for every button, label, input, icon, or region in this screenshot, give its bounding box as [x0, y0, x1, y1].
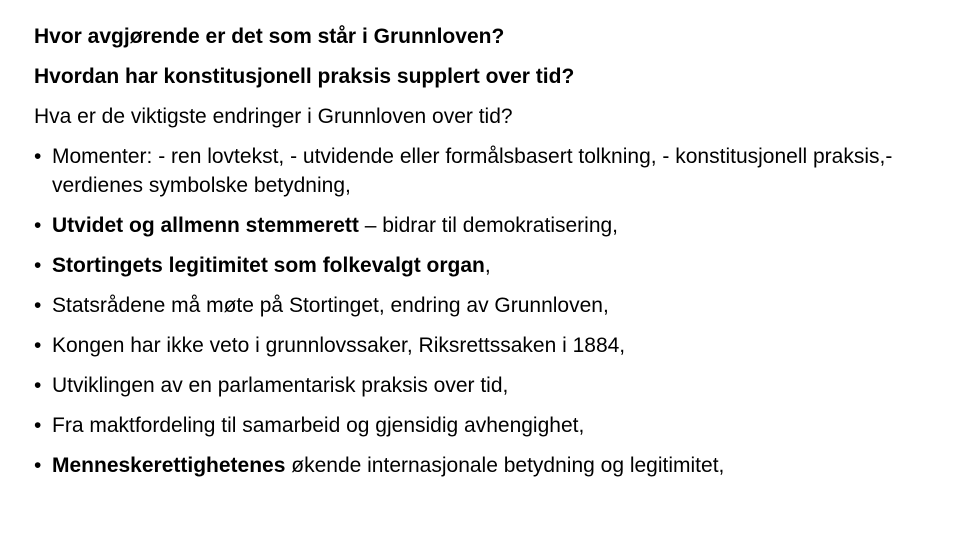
- bullet-icon: •: [34, 294, 42, 317]
- question-3: Hva er de viktigste endringer i Grunnloven over tid?: [34, 105, 513, 128]
- question-2: Hvordan har konstitusjonell praksis supplert over tid?: [34, 65, 575, 88]
- bullet-item-kongen: [34, 331, 934, 360]
- bullet-text: Statsrådene må møte på Stortinget, endring av Grunnloven,: [52, 294, 609, 317]
- bullet-text: Fra maktfordeling til samarbeid og gjensidig avhengighet,: [52, 414, 585, 437]
- bullet-icon: •: [34, 334, 42, 357]
- bullet-item-legitimitet: [34, 251, 934, 280]
- bullet-text: økende internasjonale betydning og legitimitet,: [285, 454, 725, 477]
- bullet-icon: •: [34, 414, 42, 437]
- bullet-icon: •: [34, 254, 42, 277]
- bullet-text: – bidrar til demokratisering,: [358, 214, 619, 237]
- bullet-text: Kongen har ikke veto i grunnlovssaker, Riksrettssaken i 1884,: [52, 334, 626, 357]
- slide-content: [34, 22, 934, 491]
- bullet-icon: •: [34, 214, 42, 237]
- bullet-item-menneskerettigheter: [34, 451, 934, 480]
- bullet-item-stemmerett: [34, 211, 934, 240]
- bullet-item-statsradene: [34, 291, 934, 320]
- bullet-item-momenter: [34, 142, 934, 200]
- bullet-item-maktfordeling: [34, 411, 934, 440]
- bullet-text: ,: [484, 254, 491, 277]
- question-1: Hvor avgjørende er det som står i Grunnloven?: [34, 25, 505, 48]
- bullet-icon: •: [34, 145, 42, 168]
- bullet-bold-text: Utvidet og allmenn stemmerett: [52, 214, 359, 237]
- bullet-bold-text: Menneskerettighetenes: [52, 454, 286, 477]
- bullet-icon: •: [34, 374, 42, 397]
- bullet-text: Momenter: - ren lovtekst, - utvidende eller formålsbasert tolkning, - konstitusjonell praksis,- verdienes symbolske betydning,: [52, 145, 893, 197]
- bullet-text: Utviklingen av en parlamentarisk praksis over tid,: [52, 374, 509, 397]
- bullet-item-parlamentarisk: [34, 371, 934, 400]
- bullet-bold-text: Stortingets legitimitet som folkevalgt organ: [52, 254, 485, 277]
- bullet-icon: •: [34, 454, 42, 477]
